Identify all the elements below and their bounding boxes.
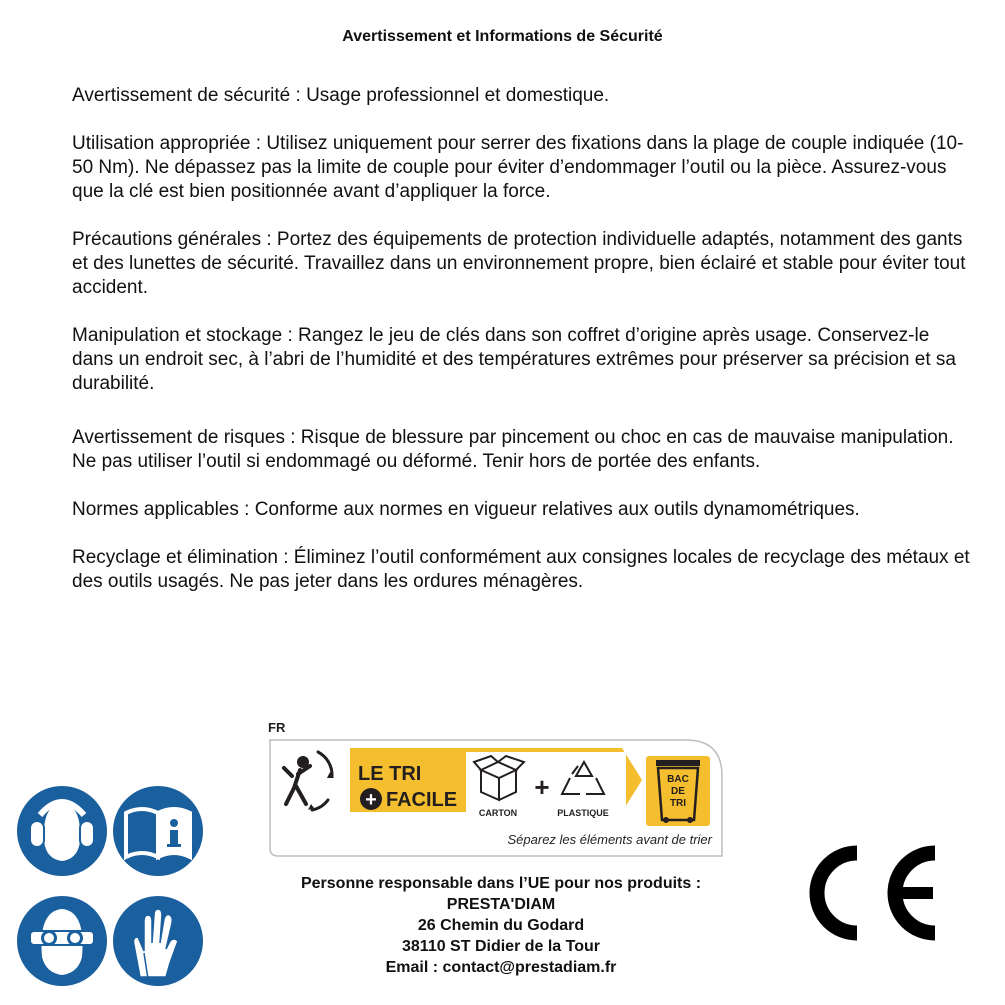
triman-recycling-logo	[266, 716, 726, 861]
safety-gloves-icon	[110, 893, 206, 989]
paragraph-recycling: Recyclage et élimination : Éliminez l’outil conformément aux consignes locales de recyclage des métaux et des outils usagés. Ne pas jeter dans les ordures ménagères.	[72, 547, 970, 592]
paragraph-general-precautions: Précautions générales : Portez des équipements de protection individuelle adaptés, notamment des gants et des lunettes de sécurité. Travaillez dans un environnement propre, bien éclairé et stable pour éviter tout accident.	[72, 229, 966, 298]
logo-plus-symbol: +	[365, 789, 377, 811]
document-title: Avertissement et Informations de Sécurité	[342, 28, 663, 45]
ear-protection-icon	[14, 783, 110, 879]
responsible-heading: Personne responsable dans l’UE pour nos produits :	[300, 875, 702, 892]
paragraph-safety-warning: Avertissement de sécurité : Usage professionnel et domestique.	[72, 85, 610, 106]
responsible-city: 38110 ST Didier de la Tour	[402, 938, 600, 955]
logo-line1: LE TRI	[358, 763, 422, 785]
logo-bin-line2: DE	[671, 786, 685, 797]
paragraph-risk-warning: Avertissement de risques : Risque de blessure par pincement ou choc en cas de mauvaise manipulation. Ne pas utiliser l’outil si endommagé ou déformé. Tenir hors de portée des enfants.	[72, 427, 954, 472]
responsible-email: Email : contact@prestadiam.fr	[385, 959, 617, 976]
read-manual-icon	[110, 783, 206, 879]
paragraph-intended-use: Utilisation appropriée : Utilisez uniquement pour serrer des fixations dans la plage de couple indiquée (10-50 Nm). Ne dépassez pas la limite de couple pour éviter d’endommager l’outil ou la pièce. Assurez-vous que la clé est bien positionnée avant d’appliquer la force.	[72, 133, 964, 202]
logo-item-joiner: +	[534, 772, 550, 802]
logo-item-plastique: PLASTIQUE	[557, 808, 609, 818]
safety-text	[72, 84, 972, 594]
ce-mark-icon	[797, 843, 939, 943]
responsible-person-block	[260, 873, 742, 978]
logo-caption: Séparez les éléments avant de trier	[507, 832, 712, 847]
logo-line2: FACILE	[386, 789, 458, 811]
logo-bin-line3: TRI	[669, 798, 687, 809]
paragraph-standards: Normes applicables : Conforme aux normes en vigueur relatives aux outils dynamométriques.	[72, 499, 860, 520]
responsible-company: PRESTA'DIAM	[446, 896, 556, 913]
logo-country: FR	[268, 720, 286, 735]
logo-bin-line1: BAC	[667, 774, 689, 785]
logo-item-carton: CARTON	[478, 808, 518, 818]
responsible-street: 26 Chemin du Godard	[417, 917, 585, 934]
paragraph-handling-storage: Manipulation et stockage : Rangez le jeu de clés dans son coffret d’origine après usage. Conservez-le dans un endroit sec, à l’abri de l’humidité et des températures extrêmes pour préserver sa précision et sa durabilité.	[72, 325, 956, 394]
eye-protection-icon	[14, 893, 110, 989]
